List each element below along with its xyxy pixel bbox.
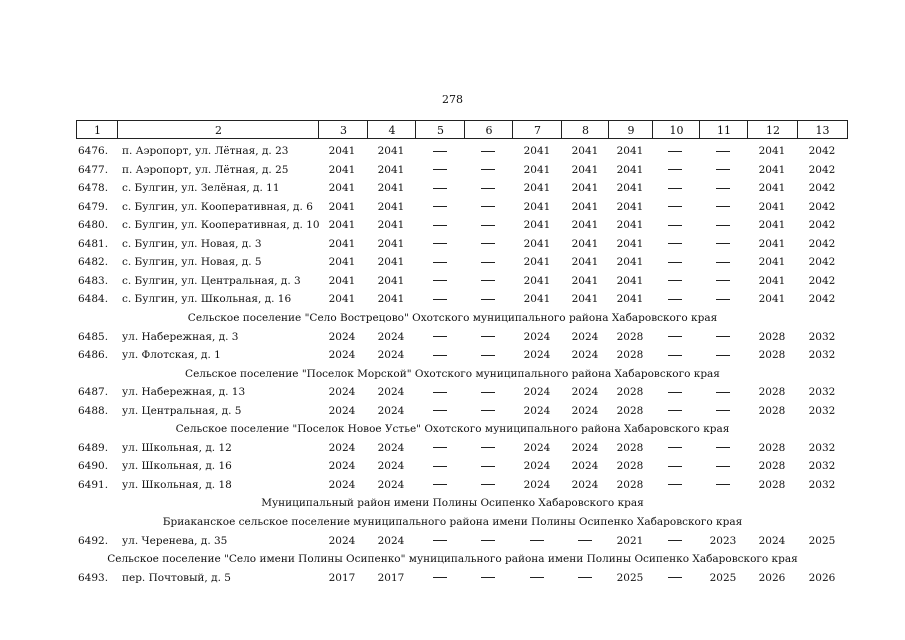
header-cell-4: 4: [367, 120, 416, 139]
dash-cell: [703, 457, 743, 475]
year-cell: 2042: [808, 274, 836, 287]
dash-cell: [703, 198, 743, 216]
row-number: 6489.: [78, 441, 109, 454]
dash-cell: [420, 328, 460, 346]
year-cell: 2041: [328, 200, 356, 213]
table-row: [0, 142, 905, 160]
dash-cell: [517, 532, 557, 550]
dash-cell: [655, 402, 695, 420]
year-cell: 2041: [616, 219, 644, 232]
table-row: [0, 272, 905, 290]
year-cell: 2041: [571, 219, 599, 232]
year-cell: 2041: [616, 237, 644, 250]
year-cell: 2024: [377, 460, 405, 473]
year-cell: 2024: [377, 478, 405, 491]
year-cell: 2024: [377, 404, 405, 417]
year-cell: 2024: [571, 404, 599, 417]
dash-cell: [703, 235, 743, 253]
dash-cell: [517, 569, 557, 587]
year-cell: 2024: [523, 441, 551, 454]
year-cell: 2041: [616, 200, 644, 213]
row-number: 6484.: [78, 293, 109, 306]
dash-cell: [655, 272, 695, 290]
row-address: п. Аэропорт, ул. Лётная, д. 25: [122, 163, 289, 176]
row-address: ул. Школьная, д. 18: [122, 478, 232, 491]
row-address: ул. Флотская, д. 1: [122, 349, 221, 362]
section-heading: Сельское поселение "Поселок Морской" Охотского муниципального района Хабаровского края: [185, 367, 720, 380]
table-row: [0, 328, 905, 346]
year-cell: 2041: [616, 145, 644, 157]
year-cell: 2042: [808, 200, 836, 213]
table-row: [0, 569, 905, 587]
dash-cell: [468, 476, 508, 494]
section-heading: Сельское поселение "Село Вострецово" Охотского муниципального района Хабаровского края: [187, 311, 718, 324]
year-cell: 2028: [758, 478, 786, 491]
year-cell: 2042: [808, 219, 836, 232]
dash-cell: [703, 142, 743, 160]
dash-cell: [703, 272, 743, 290]
year-cell: 2028: [616, 386, 644, 399]
row-address: ул. Школьная, д. 12: [122, 441, 232, 454]
dash-cell: [655, 383, 695, 401]
section-heading: Муниципальный район имени Полины Осипенко Хабаровского края: [261, 497, 644, 510]
dash-cell: [420, 532, 460, 550]
header-cell-3: 3: [318, 120, 368, 139]
year-cell: 2041: [571, 200, 599, 213]
row-number: 6478.: [78, 182, 109, 195]
year-cell: 2024: [523, 404, 551, 417]
year-cell: 2024: [523, 330, 551, 343]
table-row: [0, 439, 905, 457]
dash-cell: [420, 142, 460, 160]
dash-cell: [420, 383, 460, 401]
table-row: [0, 198, 905, 216]
dash-cell: [703, 290, 743, 308]
year-cell: 2024: [523, 349, 551, 362]
year-cell: 2041: [377, 163, 405, 176]
year-cell: 2041: [758, 200, 786, 213]
dash-cell: [468, 161, 508, 179]
year-cell: 2032: [808, 478, 836, 491]
dash-cell: [468, 457, 508, 475]
dash-cell: [420, 272, 460, 290]
year-cell: 2024: [328, 330, 356, 343]
header-cell-9: 9: [608, 120, 653, 139]
year-cell: 2024: [328, 441, 356, 454]
year-cell: 2041: [523, 219, 551, 232]
table-row: [0, 235, 905, 253]
year-cell: 2025: [808, 534, 836, 547]
dash-cell: [420, 457, 460, 475]
dash-cell: [468, 383, 508, 401]
year-cell: 2041: [523, 145, 551, 157]
year-cell: 2024: [328, 404, 356, 417]
year-cell: 2025: [709, 571, 737, 584]
dash-cell: [655, 476, 695, 494]
year-cell: 2024: [377, 330, 405, 343]
year-cell: 2041: [758, 274, 786, 287]
year-cell: 2041: [523, 293, 551, 306]
year-cell: 2024: [523, 460, 551, 473]
year-cell: 2032: [808, 441, 836, 454]
dash-cell: [468, 346, 508, 364]
dash-cell: [703, 476, 743, 494]
year-cell: 2024: [377, 349, 405, 362]
dash-cell: [420, 290, 460, 308]
row-number: 6488.: [78, 404, 109, 417]
dash-cell: [420, 253, 460, 271]
row-address: ул. Центральная, д. 5: [122, 404, 242, 417]
year-cell: 2042: [808, 237, 836, 250]
year-cell: 2042: [808, 293, 836, 306]
year-cell: 2028: [758, 460, 786, 473]
year-cell: 2042: [808, 256, 836, 269]
table-row: [0, 402, 905, 420]
year-cell: 2041: [328, 182, 356, 195]
year-cell: 2041: [523, 182, 551, 195]
row-address: с. Булгин, ул. Новая, д. 3: [122, 237, 262, 250]
header-cell-5: 5: [415, 120, 465, 139]
row-number: 6480.: [78, 219, 109, 232]
dash-cell: [703, 253, 743, 271]
year-cell: 2025: [616, 571, 644, 584]
year-cell: 2032: [808, 404, 836, 417]
year-cell: 2024: [571, 478, 599, 491]
dash-cell: [703, 383, 743, 401]
year-cell: 2041: [616, 163, 644, 176]
dash-cell: [420, 476, 460, 494]
section-heading: Бриаканское сельское поселение муниципального района имени Полины Осипенко Хабаровского края: [162, 516, 743, 528]
year-cell: 2028: [758, 404, 786, 417]
year-cell: 2041: [523, 274, 551, 287]
row-number: 6486.: [78, 349, 109, 362]
year-cell: 2041: [523, 256, 551, 269]
header-cell-8: 8: [561, 120, 609, 139]
dash-cell: [655, 439, 695, 457]
dash-cell: [655, 253, 695, 271]
year-cell: 2024: [328, 478, 356, 491]
dash-cell: [420, 216, 460, 234]
year-cell: 2041: [616, 293, 644, 306]
header-cell-6: 6: [464, 120, 513, 139]
row-address: с. Булгин, ул. Центральная, д. 3: [122, 274, 301, 287]
year-cell: 2042: [808, 145, 836, 157]
year-cell: 2041: [571, 163, 599, 176]
header-cell-10: 10: [652, 120, 700, 139]
header-cell-13: 13: [797, 120, 848, 139]
year-cell: 2028: [616, 460, 644, 473]
section-heading: Сельское поселение "Село имени Полины Осипенко" муниципального района имени Полины Осипенко Хабаровского края: [107, 553, 798, 566]
row-number: 6491.: [78, 478, 109, 491]
year-cell: 2024: [571, 460, 599, 473]
year-cell: 2041: [758, 237, 786, 250]
year-cell: 2041: [758, 219, 786, 232]
header-cell-11: 11: [699, 120, 748, 139]
year-cell: 2041: [377, 237, 405, 250]
year-cell: 2032: [808, 349, 836, 362]
year-cell: 2024: [523, 478, 551, 491]
year-cell: 2024: [328, 349, 356, 362]
dash-cell: [468, 402, 508, 420]
dash-cell: [655, 457, 695, 475]
year-cell: 2041: [328, 274, 356, 287]
table-row: [0, 179, 905, 197]
row-number: 6482.: [78, 256, 109, 269]
dash-cell: [420, 235, 460, 253]
year-cell: 2024: [328, 386, 356, 399]
year-cell: 2041: [328, 145, 356, 157]
year-cell: 2024: [377, 441, 405, 454]
row-address: п. Аэропорт, ул. Лётная, д. 23: [122, 145, 289, 157]
dash-cell: [468, 439, 508, 457]
year-cell: 2041: [571, 293, 599, 306]
row-address: ул. Школьная, д. 16: [122, 460, 232, 473]
table-row: [0, 383, 905, 401]
year-cell: 2041: [571, 256, 599, 269]
year-cell: 2017: [377, 571, 405, 584]
year-cell: 2026: [758, 571, 786, 584]
row-number: 6476.: [78, 145, 109, 157]
year-cell: 2041: [616, 182, 644, 195]
year-cell: 2041: [377, 274, 405, 287]
dash-cell: [703, 346, 743, 364]
year-cell: 2041: [571, 237, 599, 250]
year-cell: 2024: [571, 349, 599, 362]
dash-cell: [420, 179, 460, 197]
year-cell: 2028: [616, 404, 644, 417]
dash-cell: [468, 216, 508, 234]
dash-cell: [565, 569, 605, 587]
header-cell-12: 12: [747, 120, 798, 139]
year-cell: 2042: [808, 182, 836, 195]
dash-cell: [655, 198, 695, 216]
row-number: 6479.: [78, 200, 109, 213]
year-cell: 2028: [616, 330, 644, 343]
year-cell: 2041: [616, 274, 644, 287]
year-cell: 2041: [523, 163, 551, 176]
year-cell: 2028: [758, 330, 786, 343]
year-cell: 2028: [758, 386, 786, 399]
dash-cell: [703, 439, 743, 457]
row-number: 6493.: [78, 571, 109, 584]
row-number: 6481.: [78, 237, 109, 250]
year-cell: 2024: [377, 386, 405, 399]
table-row: [0, 346, 905, 364]
dash-cell: [703, 328, 743, 346]
dash-cell: [565, 532, 605, 550]
year-cell: 2041: [377, 200, 405, 213]
dash-cell: [655, 290, 695, 308]
year-cell: 2041: [377, 219, 405, 232]
table-row: [0, 253, 905, 271]
row-number: 6485.: [78, 330, 109, 343]
dash-cell: [420, 198, 460, 216]
dash-cell: [655, 328, 695, 346]
year-cell: 2042: [808, 163, 836, 176]
header-cell-7: 7: [512, 120, 562, 139]
year-cell: 2041: [571, 145, 599, 157]
year-cell: 2028: [616, 349, 644, 362]
row-address: с. Булгин, ул. Школьная, д. 16: [122, 293, 292, 306]
table-row: [0, 290, 905, 308]
year-cell: 2024: [571, 441, 599, 454]
year-cell: 2021: [616, 534, 644, 547]
year-cell: 2041: [377, 182, 405, 195]
year-cell: 2041: [571, 182, 599, 195]
dash-cell: [468, 569, 508, 587]
year-cell: 2041: [758, 163, 786, 176]
year-cell: 2028: [758, 349, 786, 362]
year-cell: 2041: [523, 200, 551, 213]
row-address: ул. Набережная, д. 3: [122, 330, 239, 343]
dash-cell: [655, 161, 695, 179]
dash-cell: [655, 216, 695, 234]
row-number: 6483.: [78, 274, 109, 287]
dash-cell: [420, 346, 460, 364]
dash-cell: [468, 290, 508, 308]
row-address: с. Булгин, ул. Новая, д. 5: [122, 256, 262, 269]
year-cell: 2041: [758, 293, 786, 306]
year-cell: 2032: [808, 386, 836, 399]
dash-cell: [468, 179, 508, 197]
dash-cell: [468, 198, 508, 216]
year-cell: 2041: [328, 237, 356, 250]
table-row: [0, 532, 905, 550]
year-cell: 2041: [377, 145, 405, 157]
row-address: с. Булгин, ул. Зелёная, д. 11: [122, 182, 280, 195]
dash-cell: [420, 569, 460, 587]
table-row: [0, 216, 905, 234]
year-cell: 2041: [328, 163, 356, 176]
dash-cell: [655, 532, 695, 550]
year-cell: 2041: [328, 293, 356, 306]
dash-cell: [703, 216, 743, 234]
header-cell-2: 2: [117, 120, 319, 139]
page-number: 278: [442, 93, 463, 106]
dash-cell: [655, 346, 695, 364]
dash-cell: [420, 439, 460, 457]
section-heading: Сельское поселение "Поселок Новое Устье" Охотского муниципального района Хабаровского края: [175, 423, 730, 436]
year-cell: 2026: [808, 571, 836, 584]
year-cell: 2041: [571, 274, 599, 287]
year-cell: 2024: [571, 386, 599, 399]
dash-cell: [703, 179, 743, 197]
year-cell: 2017: [328, 571, 356, 584]
dash-cell: [655, 569, 695, 587]
year-cell: 2024: [328, 460, 356, 473]
dash-cell: [420, 402, 460, 420]
dash-cell: [468, 235, 508, 253]
year-cell: 2032: [808, 330, 836, 343]
year-cell: 2041: [377, 293, 405, 306]
dash-cell: [703, 402, 743, 420]
row-address: ул. Набережная, д. 13: [122, 386, 246, 399]
year-cell: 2041: [523, 237, 551, 250]
row-number: 6490.: [78, 460, 109, 473]
dash-cell: [655, 235, 695, 253]
dash-cell: [703, 161, 743, 179]
year-cell: 2041: [328, 256, 356, 269]
year-cell: 2028: [616, 478, 644, 491]
year-cell: 2028: [616, 441, 644, 454]
dash-cell: [468, 253, 508, 271]
row-address: с. Булгин, ул. Кооперативная, д. 6: [122, 200, 313, 213]
year-cell: 2041: [328, 219, 356, 232]
dash-cell: [420, 161, 460, 179]
dash-cell: [468, 532, 508, 550]
year-cell: 2024: [758, 534, 786, 547]
dash-cell: [655, 142, 695, 160]
year-cell: 2024: [377, 534, 405, 547]
year-cell: 2028: [758, 441, 786, 454]
year-cell: 2041: [758, 182, 786, 195]
row-address: ул. Черенева, д. 35: [122, 534, 228, 547]
row-number: 6492.: [78, 534, 109, 547]
year-cell: 2024: [523, 386, 551, 399]
row-address: с. Булгин, ул. Кооперативная, д. 10: [122, 219, 320, 232]
row-number: 6477.: [78, 163, 109, 176]
dash-cell: [468, 142, 508, 160]
table-row: [0, 476, 905, 494]
year-cell: 2041: [377, 256, 405, 269]
year-cell: 2024: [571, 330, 599, 343]
table-row: [0, 161, 905, 179]
year-cell: 2041: [758, 256, 786, 269]
year-cell: 2041: [616, 256, 644, 269]
row-number: 6487.: [78, 386, 109, 399]
year-cell: 2041: [758, 145, 786, 157]
year-cell: 2032: [808, 460, 836, 473]
dash-cell: [468, 272, 508, 290]
dash-cell: [468, 328, 508, 346]
dash-cell: [655, 179, 695, 197]
year-cell: 2023: [709, 534, 737, 547]
table-header: [76, 120, 848, 140]
table-row: [0, 457, 905, 475]
year-cell: 2024: [328, 534, 356, 547]
row-address: пер. Почтовый, д. 5: [122, 571, 231, 584]
header-cell-1: 1: [76, 120, 118, 139]
